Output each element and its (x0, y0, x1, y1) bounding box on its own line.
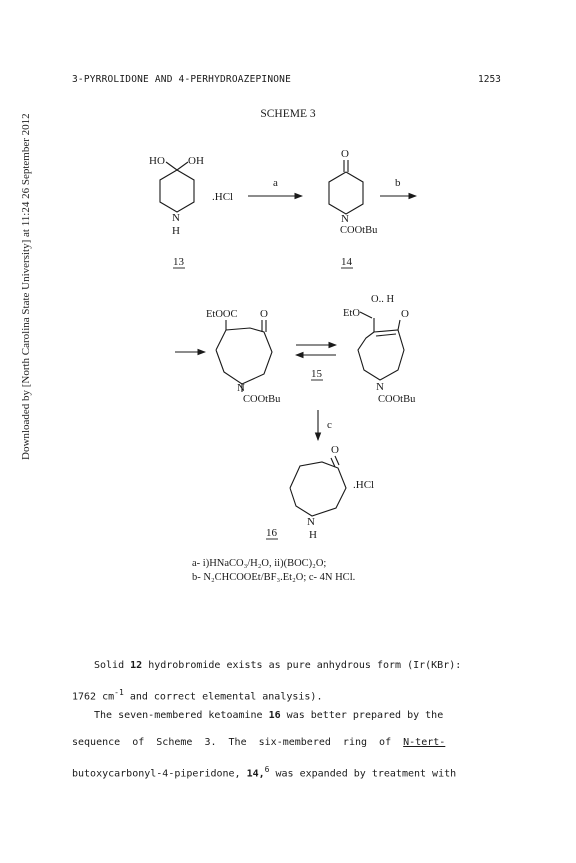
p1-text-a: Solid (94, 660, 131, 671)
c14-oxygen-label: O (341, 148, 349, 160)
enol-eto-label: EtO (343, 308, 360, 319)
compound-13-number: 13 (173, 256, 184, 268)
p1-text-b: hydrobromide exists as pure anhydrous form (Ir(KBr): (142, 660, 462, 671)
p2-text-a: The seven-membered ketoamine (94, 710, 269, 721)
scheme-title: SCHEME 3 (260, 108, 316, 120)
reagents-line-1: a- i)HNaCO₃/H₂O, ii)(BOC)₂O; (192, 558, 327, 569)
enol-n-label: N (376, 381, 384, 393)
p1-superscript: -1 (114, 688, 124, 697)
compound-16-structure (290, 456, 346, 516)
compound-13-structure (160, 162, 194, 212)
compound-16-number: 16 (266, 527, 277, 539)
running-title: 3-PYRROLIDONE AND 4-PERHYDROAZEPINONE (72, 74, 292, 85)
keto-boc-label: COOtBu (243, 394, 281, 405)
p1-compound-ref: 12 (130, 660, 143, 671)
p2-text-b: was better prepared by the (280, 710, 444, 721)
c13-h-label: H (172, 225, 180, 237)
p1-text-c: 1762 cm (72, 691, 115, 703)
keto-oxygen-label: O (260, 308, 268, 320)
c13-salt-label: .HCl (212, 191, 234, 203)
keto-n-label: N (237, 382, 245, 394)
arrow-b-label: b (395, 177, 401, 189)
keto-ester-label: EtOOC (206, 309, 238, 320)
c13-n-label: N (172, 212, 180, 224)
p1-text-d: and correct elemental analysis). (123, 691, 323, 703)
p2-underlined-term: N-tert- (403, 737, 446, 748)
enol-oxygen-label: O (401, 308, 409, 320)
c14-boc-label: COOtBu (340, 225, 378, 236)
download-notice-text: Downloaded by [North Carolina State University] at 11:24 26 September 2012 (20, 113, 32, 460)
p2-compound-ref: 16 (268, 710, 281, 721)
p2-text-c: sequence of Scheme 3. The six-membered ring of (72, 737, 404, 748)
p2-compound-ref-2: 14, (246, 768, 265, 780)
compound-14-number: 14 (341, 256, 352, 268)
c14-n-label: N (341, 213, 349, 225)
p2-text-d: butoxycarbonyl-4-piperidone, (72, 768, 247, 780)
page-number: 1253 (478, 74, 501, 85)
enol-boc-label: COOtBu (378, 394, 416, 405)
arrow-c-label: c (327, 419, 332, 431)
compound-15-number: 15 (311, 368, 322, 380)
c16-oxygen-label: O (331, 444, 339, 456)
c16-h-label: H (309, 529, 317, 541)
p2-citation: 6 (264, 765, 270, 774)
compound-14-structure (329, 160, 363, 214)
arrow-a-label: a (273, 177, 278, 189)
paragraph-2 (72, 702, 512, 787)
reagents-legend (192, 557, 355, 585)
reagents-line-2: b- N₂CHCOOEt/BF₃.Et₂O; c- 4N HCl. (192, 572, 356, 583)
c16-salt-label: .HCl (353, 479, 375, 491)
c13-oh-label: OH (188, 155, 204, 167)
enol-oh-label: O.. H (371, 294, 395, 305)
c13-ho-label: HO (149, 155, 165, 167)
c16-n-label: N (307, 516, 315, 528)
enol-form-structure (358, 312, 404, 380)
p2-text-e: was expanded by treatment with (269, 768, 457, 780)
